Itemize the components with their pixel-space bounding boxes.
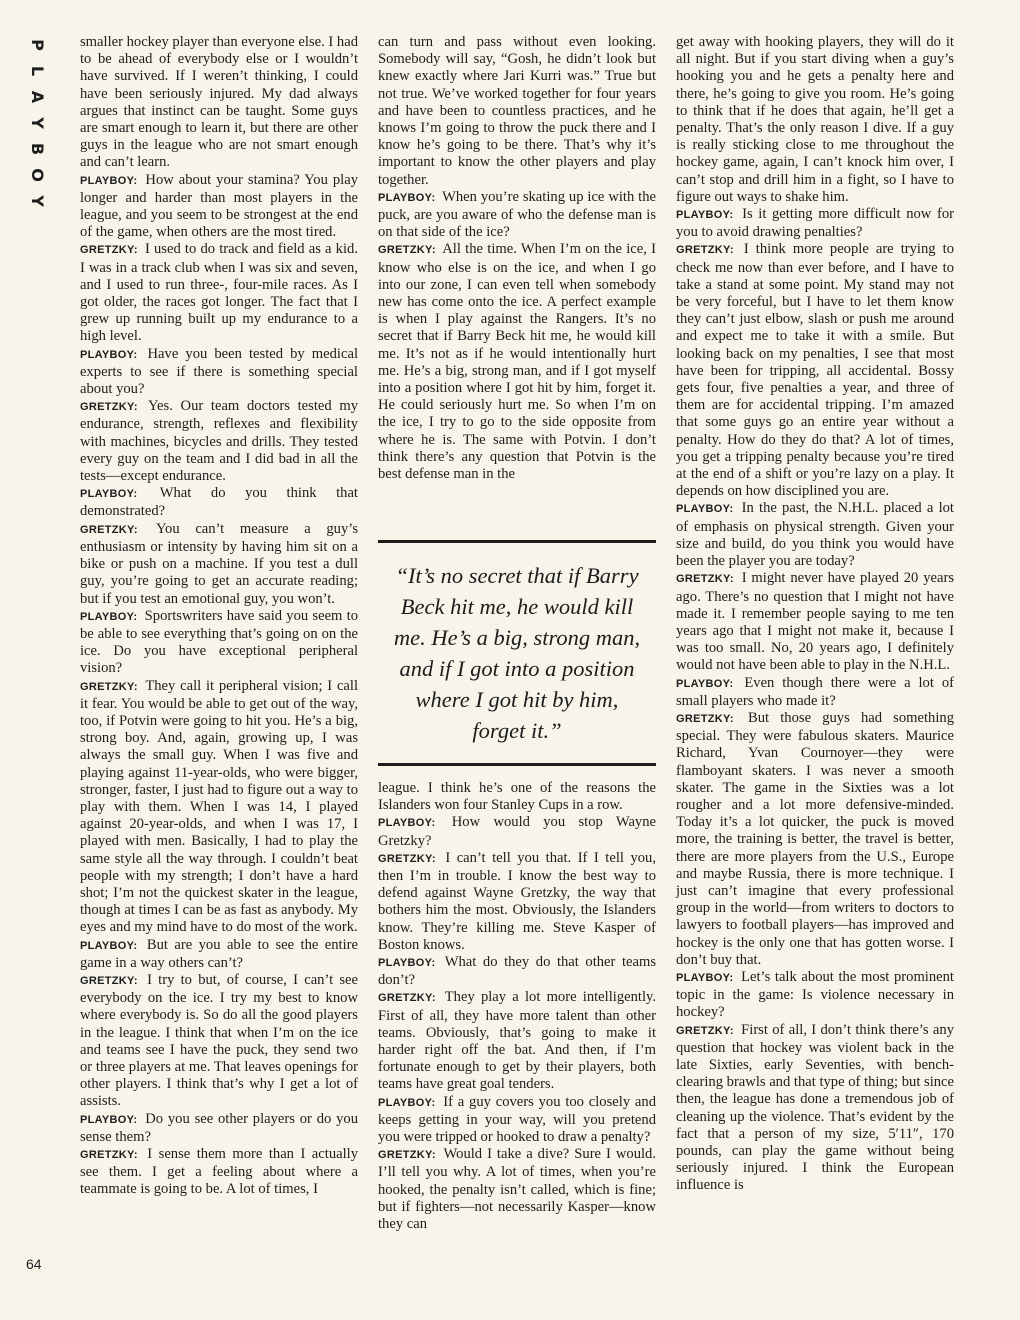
paragraph-text: can turn and pass without even looking. Somebody will say, “Gosh, he didn’t look but knew exactly where Jari Kurri was.” True but not true. We’ve worked together for four years and have been to countless practices, and he knows I’m going to throw the puck there and I know he’s going to be there. That’s why it’s important to know the other players and play together. xyxy=(378,34,656,188)
speaker-label: PLAYBOY: xyxy=(80,348,138,361)
speaker-label: GRETZKY: xyxy=(676,1024,734,1037)
sidebar-letter: P xyxy=(27,39,47,51)
paragraph-text: In the past, the N.H.L. placed a lot of emphasis on physical strength. Given your size and build, do you think you would have been the player you are today? xyxy=(676,500,954,570)
speaker-label: GRETZKY: xyxy=(80,244,138,257)
speaker-label: PLAYBOY: xyxy=(378,817,436,830)
sidebar-letter: B xyxy=(27,142,47,156)
interview-paragraph xyxy=(378,241,656,483)
pull-quote-text: “It’s no secret that if Barry Beck hit me, he would kill me. He’s a big, strong man, and if I got into a position where I got hit by him, forget it.” xyxy=(393,563,641,743)
speaker-label: GRETZKY: xyxy=(80,974,138,987)
sidebar-letter: Y xyxy=(28,117,47,129)
speaker-label: PLAYBOY: xyxy=(676,503,734,516)
speaker-label: PLAYBOY: xyxy=(80,610,138,623)
sidebar-letter: Y xyxy=(28,195,47,207)
interview-paragraph xyxy=(676,969,954,1022)
paragraph-text: Would I take a dive? Sure I would. I’ll tell you why. A lot of times, when you’re hooked, the penalty isn’t called, which is fine; but if fighters—not necessarily Kasper—know they can xyxy=(378,1146,656,1233)
sidebar-letter: L xyxy=(27,65,47,77)
interview-paragraph xyxy=(676,570,954,674)
paragraph-text: First of all, I don’t think there’s any question that hockey was violent back in the late Sixties, early Seventies, with bench-clearing brawls and that type of thing; but since then, the league has done a tremendous job of cleaning up the violence. That’s evident by the fact that a person of my size, 5′11″, 170 pounds, can play the game without being seriously injured. I think the European influence is xyxy=(676,1021,955,1194)
interview-paragraph xyxy=(378,1094,656,1147)
paragraph-text: They play a lot more intelligently. First of all, they have more talent than other teams. Obviously, that’s going to make it harder right off the bat. And then, if I’m fortunate enough to get by their players, both teams have great goal tenders. xyxy=(378,989,656,1093)
interview-paragraph xyxy=(80,172,358,242)
interview-paragraph xyxy=(80,678,358,937)
interview-paragraph xyxy=(80,972,358,1111)
paragraph-text: I used to do track and field as a kid. I was in a track club when I was six and seven, and I used to run three-, four-mile races. As I got older, the races got longer. The fact that I grew up running built up my endurance to a high level. xyxy=(80,241,358,345)
paragraph-text: Let’s talk about the most prominent topic in the game: Is violence necessary in hockey? xyxy=(676,968,954,1021)
interview-paragraph xyxy=(80,1146,358,1199)
interview-paragraph xyxy=(80,608,358,678)
interview-paragraph xyxy=(80,346,358,399)
paragraph-text: smaller hockey player than everyone else. I had to be ahead of everybody else or I wouldn’t have survived. If I weren’t thinking, I could have been seriously injured. My dad always argues that instinct can be taught. Some guys are smart enough to learn it, but there are other guys in the league who are not smart enough and can’t learn. xyxy=(80,34,358,171)
speaker-label: PLAYBOY: xyxy=(80,1113,138,1126)
text-column-2-continued xyxy=(378,780,656,1233)
speaker-label: PLAYBOY: xyxy=(676,209,734,222)
interview-paragraph xyxy=(80,521,358,608)
interview-paragraph xyxy=(378,189,656,242)
paragraph-text: Even though there were a lot of small players who made it? xyxy=(676,674,954,709)
paragraph-text: All the time. When I’m on the ice, I know who else is on the ice, and when I go into our zone, I can even tell when somebody new has come onto the ice. A perfect example is when I play against the Rangers. It’s no secret that if Barry Beck hit me, he would kill me. It’s not as if he would intentionally hurt me. He’s a big, strong man, and if I got myself into a position where I got hit by him, forget it. He could seriously hurt me. So when I’m on the ice, I try to go to the side opposite from where he is. The same with Potvin. I don’t think there’s any question that Potvin is the best defense man in the xyxy=(378,241,656,483)
paragraph-text: Sportswriters have said you seem to be able to see everything that’s going on on the ice. Do you have exceptional peripheral vision? xyxy=(80,607,358,677)
interview-paragraph xyxy=(378,34,656,189)
paragraph-text: I try to but, of course, I can’t see everybody on the ice. I try my best to know where everybody is. So do all the good players in the league. I think that when I’m on the ice and teams see I have the puck, they send two or three players at me. That leaves openings for other players. I think that’s why I get a lot of assists. xyxy=(80,971,358,1110)
interview-paragraph xyxy=(378,780,656,814)
interview-paragraph xyxy=(676,500,954,570)
paragraph-text: Yes. Our team doctors tested my endurance, strength, reflexes and flexibility with machines, bicycles and drills. They tested every guy on the team and I did bad in all the tests—except endurance. xyxy=(80,398,358,485)
speaker-label: GRETZKY: xyxy=(676,712,734,725)
paragraph-text: What do you think that demonstrated? xyxy=(80,485,358,520)
interview-paragraph xyxy=(676,206,954,241)
paragraph-text: get away with hooking players, they will do it all night. But if you start diving when a guy’s hooking you and he gets a penalty here and there, he’s going to give you room. He’s going to think that if he does that again, he’ll get a penalty. That’s the only reason I dive. If a guy is really sticking close to me throughout the hockey game, again, I can’t knock him over, I can’t stop and drill him in a fight, so I have to figure out ways to shake him. xyxy=(676,34,954,205)
interview-paragraph xyxy=(378,989,656,1093)
speaker-label: PLAYBOY: xyxy=(676,971,734,984)
interview-paragraph xyxy=(378,814,656,849)
paragraph-text: Have you been tested by medical experts to see if there is something special about you? xyxy=(80,345,358,398)
paragraph-text: I think more people are trying to check me now than ever before, and I have to take a stand at some point. My stand may not be very forceful, but I have to let them know they can’t just elbow, slash or push me around and expect me to take it with a smile. But looking back on my penalties, I see that most have been for tripping, all accidental. Bossy gets four, five penalties a year, and three of them are for accidental tripping. I’m amazed that some guys go an entire year without a penalty. How do they do that? A lot of times, you get a tripping penalty because you’re tired at the end of a shift or you’re lazy on a play. It depends on how disciplined you are. xyxy=(676,241,954,500)
playboy-sidebar-wordmark xyxy=(22,32,52,214)
paragraph-text: How about your stamina? You play longer and harder than most players in the league, and you seem to be strongest at the end of the game, when others are the most tired. xyxy=(80,171,358,241)
interview-paragraph xyxy=(80,485,358,520)
paragraph-text: What do they do that other teams don’t? xyxy=(378,954,656,989)
speaker-label: GRETZKY: xyxy=(80,401,138,414)
speaker-label: GRETZKY: xyxy=(378,992,436,1005)
interview-paragraph xyxy=(80,1111,358,1146)
interview-paragraph xyxy=(676,34,954,206)
paragraph-text: league. I think he’s one of the reasons the Islanders won four Stanley Cups in a row. xyxy=(378,780,656,814)
paragraph-text: When you’re skating up ice with the puck, are you aware of who the defense man is on that side of the ice? xyxy=(378,188,657,241)
interview-paragraph xyxy=(80,241,358,345)
interview-paragraph xyxy=(676,675,954,710)
interview-paragraph xyxy=(378,954,656,989)
speaker-label: GRETZKY: xyxy=(378,1149,436,1162)
text-column-3 xyxy=(676,34,954,1195)
interview-paragraph xyxy=(676,710,954,969)
speaker-label: GRETZKY: xyxy=(676,244,734,257)
sidebar-letter: A xyxy=(27,90,47,104)
pull-quote xyxy=(378,540,656,766)
speaker-label: PLAYBOY: xyxy=(80,174,138,187)
speaker-label: GRETZKY: xyxy=(676,573,734,586)
paragraph-text: But those guys had something special. They were fabulous skaters. Maurice Richard, Yvan Cournoyer—they were flamboyant skaters. I was never a smooth skater. The game in the Sixties was a lot rougher and a lot more defensive-minded. Today it’s a lot quicker, the puck is moved more, the training is better, the travel is better, there are more players from the U.S., Europe and maybe Russia, there is more technique. I just can’t imagine that every professional group in the world—from writers to doctors to lawyers to football players—has improved and hockey is the only one that has gotten worse. I don’t buy that. xyxy=(676,709,954,968)
page-number: 64 xyxy=(26,1256,42,1272)
speaker-label: PLAYBOY: xyxy=(378,1096,436,1109)
speaker-label: GRETZKY: xyxy=(80,1149,138,1161)
speaker-label: PLAYBOY: xyxy=(80,488,138,501)
speaker-label: PLAYBOY: xyxy=(676,677,734,690)
paragraph-text: If a guy covers you too closely and keeps getting in your way, will you pretend you were tripped or hooked to draw a penalty? xyxy=(378,1093,656,1146)
interview-paragraph xyxy=(80,398,358,485)
paragraph-text: I can’t tell you that. If I tell you, then I’m in trouble. I know the best way to defend against Wayne Gretzky, the way that bothers him the most. Obviously, the Islanders know. They’re killing me. Steve Kasper of Boston knows. xyxy=(378,849,656,953)
interview-paragraph xyxy=(80,937,358,972)
speaker-label: PLAYBOY: xyxy=(378,957,436,970)
paragraph-text: But are you able to see the entire game in a way others can’t? xyxy=(80,936,358,971)
paragraph-text: How would you stop Wayne Gretzky? xyxy=(378,814,656,849)
speaker-label: PLAYBOY: xyxy=(378,191,436,204)
interview-paragraph xyxy=(378,1146,656,1233)
paragraph-text: I sense them more than I actually see them. I get a feeling about where a teammate is going to be. A lot of times, I xyxy=(80,1146,358,1198)
speaker-label: GRETZKY: xyxy=(80,523,138,536)
speaker-label: GRETZKY: xyxy=(378,244,436,257)
speaker-label: GRETZKY: xyxy=(80,680,138,693)
interview-paragraph xyxy=(378,850,656,954)
paragraph-text: They call it peripheral vision; I call it fear. You would be able to get out of the way, too, if Potvin were going to hit you. He’s a big, strong boy. And, again, growing up, I was always the small guy. When I was five and playing against 11-year-olds, who were bigger, stronger, faster, I just had to figure out a way to play with them. When I was 14, I played against 20-year-olds, and when I was 17, I played with men. Basically, I had to play the same style all the way through. I couldn’t beat people with my strength; I don’t have a hard shot; I’m not the quickest skater in the league, though at times I can be as fast as anybody. My eyes and my mind have to do most of the work. xyxy=(80,677,359,936)
text-column-1 xyxy=(80,34,358,1199)
interview-paragraph xyxy=(676,241,954,500)
speaker-label: PLAYBOY: xyxy=(80,939,138,952)
paragraph-text: I might never have played 20 years ago. There’s no question that I might not have made it. I remember people saying to me ten years ago that I might not make it, because I was too small. No, 20 years ago, I definitely would not have been able to play in the N.H.L. xyxy=(676,570,955,674)
paragraph-text: Do you see other players or do you sense them? xyxy=(80,1110,358,1145)
speaker-label: GRETZKY: xyxy=(378,852,436,865)
interview-paragraph xyxy=(676,1022,954,1195)
interview-paragraph xyxy=(80,34,358,172)
paragraph-text: Is it getting more difficult now for you to avoid drawing penalties? xyxy=(676,206,955,241)
text-column-2 xyxy=(378,34,656,483)
sidebar-letter: O xyxy=(27,168,47,182)
paragraph-text: You can’t measure a guy’s enthusiasm or intensity by having him sit on a bike or push on a machine. If you test a dull guy, you’re going to get an accurate reading; but if you test an emotional guy, you won’t. xyxy=(80,520,359,607)
